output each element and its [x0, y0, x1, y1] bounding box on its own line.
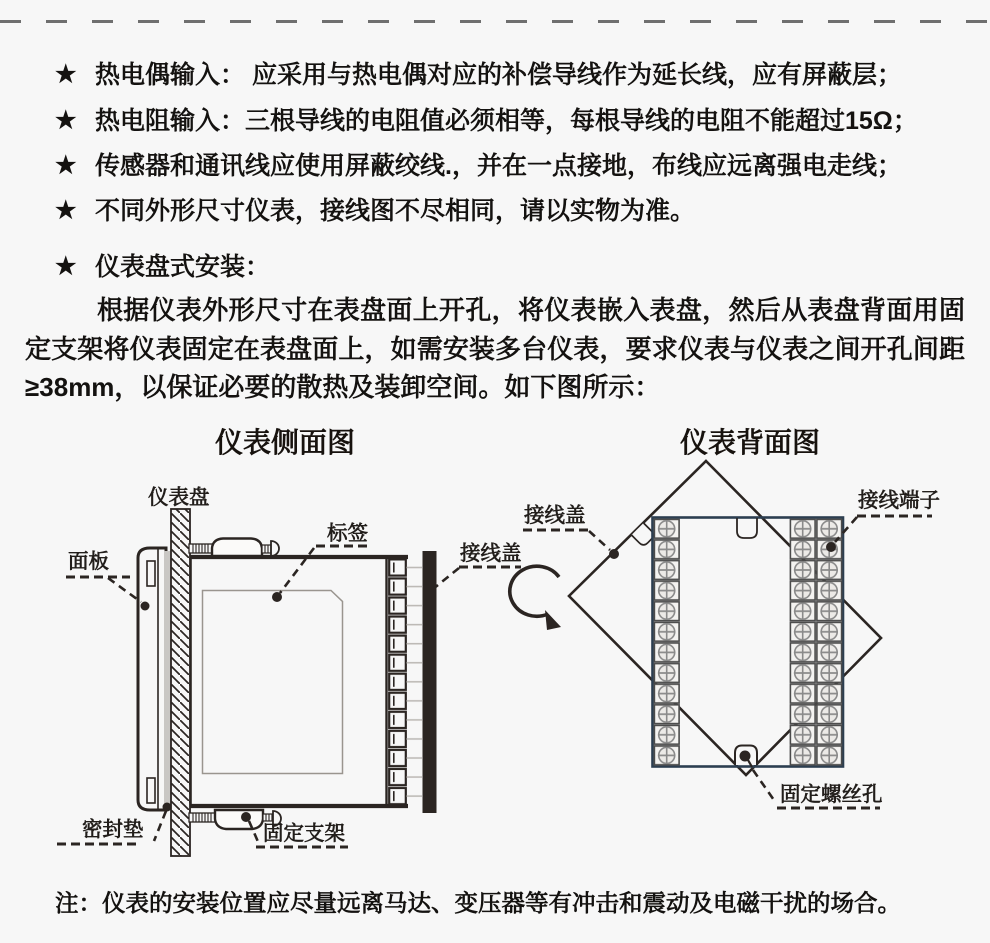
top-notch [737, 518, 757, 538]
bullet-text: 热电偶输入： 应采用与热电偶对应的补偿导线作为延长线，应有屏蔽层； [95, 61, 902, 89]
fixing-screw-tab [735, 746, 757, 768]
star-icon: ★ [55, 253, 77, 280]
seal-gasket [164, 551, 171, 808]
instrument-body [190, 555, 408, 808]
terminal-gap-lines [407, 558, 423, 806]
label-terminal-block: 接线端子 [858, 489, 940, 512]
sticker-area [203, 591, 343, 774]
leader-dot [826, 542, 836, 552]
label-panel-board: 仪表盘 [148, 486, 210, 509]
terminal-column-right-a [790, 519, 817, 766]
leader-dot [141, 602, 150, 611]
section-title: 仪表盘式安装： [95, 253, 271, 281]
label-seal-gasket: 密封垫 [82, 818, 144, 841]
label-mounting-bracket: 固定支架 [263, 822, 345, 845]
leader-dot [609, 549, 619, 559]
star-icon: ★ [55, 107, 77, 134]
leader-dot [163, 803, 172, 812]
section-header-panel-mount [55, 252, 962, 282]
bullet-text: 不同外形尺寸仪表，接线图不尽相同，请以实物为准。 [95, 197, 696, 225]
rotate-arrow-icon [510, 566, 561, 630]
bullet-text: 热电阻输入：三根导线的电阻值必须相等，每根导线的电阻不能超过15Ω； [95, 107, 918, 135]
bullet-rtd [55, 106, 962, 136]
installation-paragraph: 根据仪表外形尺寸在表盘面上开孔，将仪表嵌入表盘，然后从表盘背面用固定支架将仪表固定在表盘面上，如需安装多台仪表，要求仪表与仪表之间开孔间距≥38mm，以保证必要的散热及装卸空间。如下图所示： [25, 295, 965, 402]
top-mounting-clamp [189, 539, 279, 557]
installation-diagrams [0, 455, 990, 880]
label-front-panel: 面板 [68, 550, 109, 573]
label-sticker: 标签 [327, 522, 368, 545]
side-view-diagram [57, 485, 522, 856]
terminal-column-left [654, 519, 681, 766]
star-icon: ★ [55, 152, 77, 179]
label-terminal-cover-back: 接线盖 [524, 504, 586, 527]
bullet-thermocouple [55, 60, 962, 90]
bullet-shielding [55, 151, 962, 181]
leader-dot [272, 592, 282, 602]
front-panel-bezel [138, 548, 166, 810]
caption-side-view: 仪表侧面图 [214, 428, 355, 459]
back-view-diagram [510, 461, 941, 808]
bullet-wiring-diagram [55, 196, 962, 226]
label-fixing-screw-hole: 固定螺丝孔 [780, 783, 883, 806]
label-terminal-cover-side: 接线盖 [460, 542, 522, 565]
star-icon: ★ [55, 61, 77, 88]
terminal-cover-bar [423, 551, 437, 813]
caption-back-view: 仪表背面图 [679, 428, 820, 459]
bottom-note: 注：仪表的安装位置应尽量远离马达、变压器等有冲击和震动及电磁干扰的场合。 [55, 890, 901, 916]
bullet-text: 传感器和通讯线应使用屏蔽绞线.，并在一点接地，布线应远离强电走线； [95, 152, 902, 180]
star-icon: ★ [55, 197, 77, 224]
terminal-column-right-b [816, 519, 843, 766]
panel-board-wall [171, 509, 190, 856]
side-terminal-strip [388, 558, 407, 806]
top-dashed-divider [0, 20, 990, 23]
